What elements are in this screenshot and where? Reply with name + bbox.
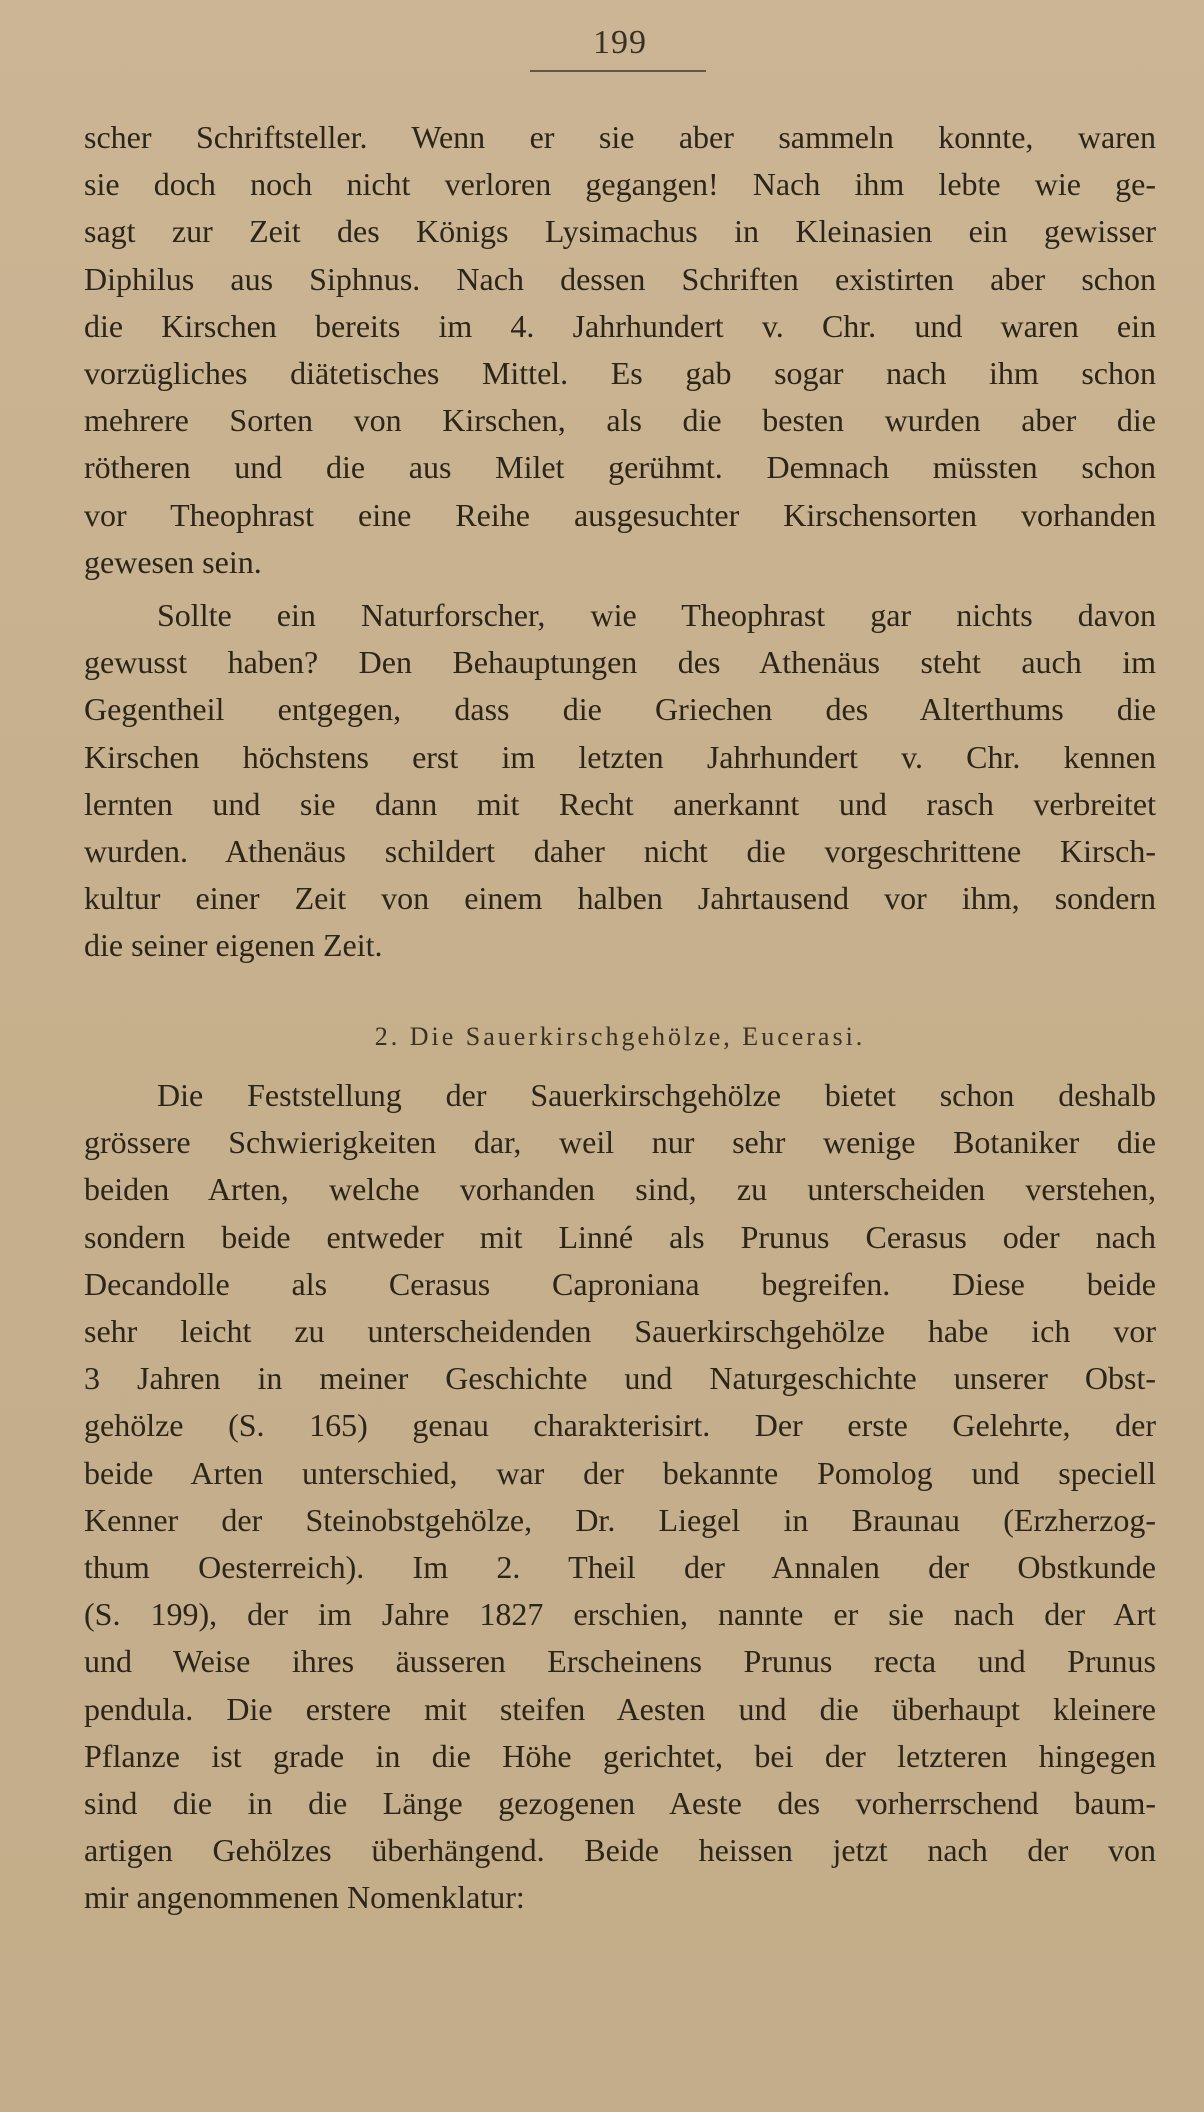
paragraph-3-line: sondern beide entweder mit Linné als Prunus Cerasus oder nach (84, 1218, 1156, 1255)
paragraph-1-line: vor Theophrast eine Reihe ausgesuchter Kirschensorten vorhanden (84, 496, 1156, 533)
paragraph-3-line: sehr leicht zu unterscheidenden Sauerkirschgehölze habe ich vor (84, 1313, 1156, 1350)
paragraph-3-line: sind die in die Länge gezogenen Aeste des vorherrschend baum- (84, 1785, 1156, 1822)
paragraph-3-line: pendula. Die erstere mit steifen Aesten und die überhaupt kleinere (84, 1690, 1156, 1727)
paragraph-3-line: beide Arten unterschied, war der bekannte Pomolog und speciell (84, 1454, 1156, 1491)
paragraph-1 (84, 114, 1156, 586)
paragraph-2-line: kultur einer Zeit von einem halben Jahrtausend vor ihm, sondern (84, 880, 1156, 917)
page-number-rule (530, 70, 706, 72)
paragraph-3-line: grössere Schwierigkeiten dar, weil nur sehr wenige Botaniker die (84, 1124, 1156, 1161)
paragraph-1-line: sie doch noch nicht verloren gegangen! Nach ihm lebte wie ge- (84, 166, 1156, 203)
paragraph-3-line: Die Feststellung der Sauerkirschgehölze bietet schon deshalb (157, 1077, 1156, 1113)
paragraph-3-line: (S. 199), der im Jahre 1827 erschien, nannte er sie nach der Art (84, 1596, 1156, 1633)
paragraph-3-line: 3 Jahren in meiner Geschichte und Naturgeschichte unserer Obst- (84, 1360, 1156, 1397)
paragraph-1-line: die Kirschen bereits im 4. Jahrhundert v. Chr. und waren ein (84, 307, 1156, 344)
section-heading: 2. Die Sauerkirschgehölze, Eucerasi. (374, 1022, 866, 1051)
paragraph-3-line: Kenner der Steinobstgehölze, Dr. Liegel in Braunau (Erzherzog- (84, 1501, 1156, 1538)
paragraph-3-line: mir angenommenen Nomenklatur: (84, 1879, 525, 1916)
paragraph-2-line: Sollte ein Naturforscher, wie Theophrast gar nichts davon (157, 597, 1156, 633)
paragraph-1-line: Diphilus aus Siphnus. Nach dessen Schriften existirten aber schon (84, 260, 1156, 297)
paragraph-1-line: mehrere Sorten von Kirschen, als die besten wurden aber die (84, 402, 1156, 439)
paragraph-3-line: artigen Gehölzes überhängend. Beide heissen jetzt nach der von (84, 1832, 1156, 1869)
paragraph-1-line: scher Schriftsteller. Wenn er sie aber sammeln konnte, waren (84, 119, 1156, 155)
paragraph-1-line: sagt zur Zeit des Königs Lysimachus in Kleinasien ein gewisser (84, 213, 1156, 250)
paragraph-2-line: die seiner eigenen Zeit. (84, 927, 383, 964)
paragraph-2-line: lernten und sie dann mit Recht anerkannt und rasch verbreitet (84, 785, 1156, 822)
paragraph-2-line: Gegentheil entgegen, dass die Griechen des Alterthums die (84, 691, 1156, 728)
paragraph-2-line: wurden. Athenäus schildert daher nicht die vorgeschrittene Kirsch- (84, 833, 1156, 870)
paragraph-2 (84, 592, 1156, 970)
paragraph-3-line: thum Oesterreich). Im 2. Theil der Annalen der Obstkunde (84, 1549, 1156, 1586)
page-number: 199 (593, 24, 647, 61)
paragraph-3 (84, 1072, 1156, 1922)
paragraph-3-line: gehölze (S. 165) genau charakterisirt. Der erste Gelehrte, der (84, 1407, 1156, 1444)
paragraph-3-line: Pflanze ist grade in die Höhe gerichtet, bei der letzteren hingegen (84, 1737, 1156, 1774)
paragraph-2-line: Kirschen höchstens erst im letzten Jahrhundert v. Chr. kennen (84, 738, 1156, 775)
paragraph-3-line: beiden Arten, welche vorhanden sind, zu unterscheiden verstehen, (84, 1171, 1156, 1208)
paragraph-1-line: gewesen sein. (84, 543, 262, 580)
paragraph-1-line: vorzügliches diätetisches Mittel. Es gab sogar nach ihm schon (84, 355, 1156, 392)
paragraph-1-line: rötheren und die aus Milet gerühmt. Demnach müssten schon (84, 449, 1156, 486)
paragraph-2-line: gewusst haben? Den Behauptungen des Athenäus steht auch im (84, 644, 1156, 681)
paragraph-3-line: Decandolle als Cerasus Caproniana begreifen. Diese beide (84, 1265, 1156, 1302)
paragraph-3-line: und Weise ihres äusseren Erscheinens Prunus recta und Prunus (84, 1643, 1156, 1680)
